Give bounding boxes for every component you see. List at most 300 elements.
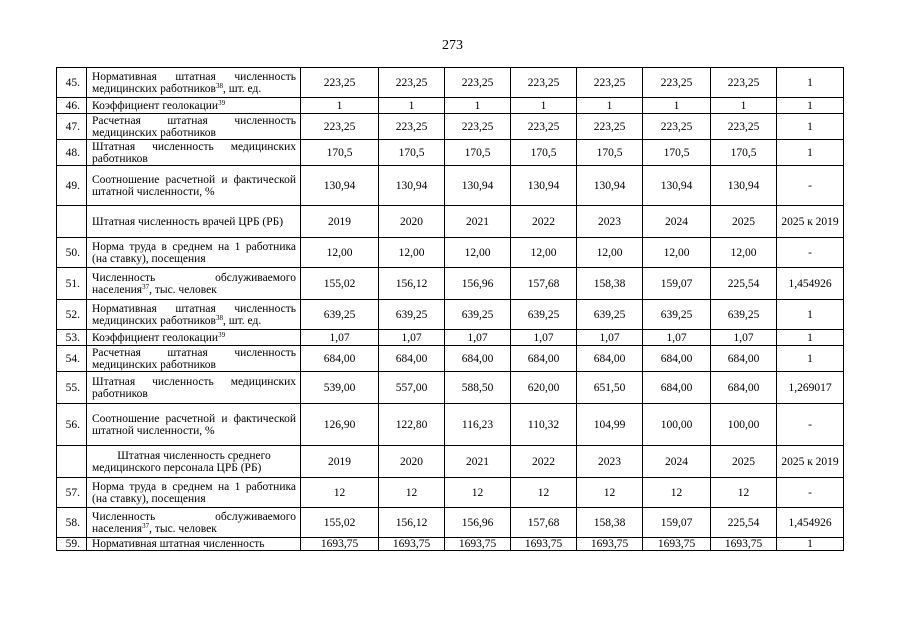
staffing-table — [56, 67, 844, 551]
year-value-cell — [511, 140, 577, 166]
year-value-cell-text: 1,07 — [666, 331, 687, 344]
year-value-cell — [643, 404, 711, 446]
year-value-cell-text: 170,5 — [326, 146, 353, 159]
year-value-cell-text: 1 — [474, 99, 481, 112]
year-value-cell — [301, 404, 379, 446]
year-value-cell-text: 130,94 — [527, 179, 560, 192]
year-value-cell-text: 684,00 — [660, 352, 693, 365]
row-number-cell — [57, 346, 87, 372]
year-value-cell — [511, 372, 577, 404]
year-value-cell-text: 1 — [673, 99, 680, 112]
year-value-cell-text: 12,00 — [464, 246, 491, 259]
year-value-cell — [301, 300, 379, 330]
year-header-cell-text: 2019 — [328, 215, 351, 228]
year-value-cell-text: 122,80 — [395, 418, 428, 431]
row-number-cell-text: 51. — [65, 277, 80, 290]
empty-number-cell — [57, 206, 87, 238]
ratio-value-cell — [777, 508, 844, 538]
year-value-cell-text: 1 — [606, 99, 613, 112]
year-value-cell-text: 684,00 — [727, 381, 760, 394]
year-value-cell-text: 12 — [537, 486, 550, 499]
year-value-cell-text: 12,00 — [398, 246, 425, 259]
year-value-cell — [711, 238, 777, 268]
indicator-label-cell-text: Численность обслуживаемого населения — [92, 271, 296, 296]
ratio-value-cell-text: - — [808, 486, 812, 499]
row-number-cell-text: 58. — [65, 516, 80, 529]
indicator-label-cell-text: Норма труда в среднем на 1 работника (на ставку), посещения — [92, 480, 296, 505]
section-title-cell-text: Штатная численность врачей ЦРБ (РБ) — [92, 215, 284, 228]
year-value-cell — [711, 538, 777, 551]
year-value-cell-text: 126,90 — [323, 418, 356, 431]
year-header-cell — [643, 446, 711, 478]
year-value-cell — [577, 238, 643, 268]
year-value-cell-text: 684,00 — [660, 381, 693, 394]
year-value-cell — [577, 114, 643, 140]
indicator-label-cell — [87, 478, 301, 508]
year-value-cell — [511, 404, 577, 446]
table-row — [57, 98, 844, 114]
year-value-cell-text: 170,5 — [464, 146, 491, 159]
year-header-cell-text: 2019 — [328, 455, 351, 468]
year-value-cell-text: 130,94 — [660, 179, 693, 192]
section-title-cell — [87, 206, 301, 238]
indicator-label-cell-text: Норма труда в среднем на 1 работника (на ставку), посещения — [92, 240, 296, 265]
year-value-cell — [643, 114, 711, 140]
row-number-cell-text: 47. — [65, 120, 80, 133]
year-value-cell-text: 170,5 — [730, 146, 757, 159]
section-title-cell-text: Штатная численность среднего медицинского персонала ЦРБ (РБ) — [92, 449, 271, 474]
year-value-cell-text: 651,50 — [593, 381, 626, 394]
year-value-cell-text: 684,00 — [727, 352, 760, 365]
year-value-cell — [643, 98, 711, 114]
ratio-value-cell-text: - — [808, 246, 812, 259]
section-title-cell — [87, 446, 301, 478]
year-value-cell — [301, 478, 379, 508]
label-suffix: , шт. ед. — [223, 82, 262, 95]
footnote-marker: 38 — [216, 313, 223, 322]
year-value-cell — [445, 140, 511, 166]
ratio-value-cell — [777, 140, 844, 166]
year-value-cell — [445, 404, 511, 446]
year-value-cell-text: 156,12 — [395, 277, 428, 290]
ratio-value-cell — [777, 404, 844, 446]
year-value-cell-text: 12,00 — [663, 246, 690, 259]
ratio-header-cell-text: 2025 к 2019 — [781, 455, 839, 468]
year-value-cell-text: 157,68 — [527, 516, 560, 529]
year-value-cell — [301, 538, 379, 551]
year-value-cell-text: 557,00 — [395, 381, 428, 394]
year-value-cell — [711, 508, 777, 538]
year-value-cell-text: 1693,75 — [590, 538, 629, 550]
year-value-cell — [511, 300, 577, 330]
page-number: 273 — [442, 38, 463, 53]
row-number-cell-text: 55. — [65, 381, 80, 394]
ratio-value-cell — [777, 98, 844, 114]
year-value-cell — [379, 114, 445, 140]
year-value-cell — [445, 166, 511, 206]
ratio-value-cell — [777, 166, 844, 206]
year-value-cell — [445, 346, 511, 372]
year-value-cell-text: 110,32 — [527, 418, 560, 431]
year-value-cell — [577, 98, 643, 114]
year-value-cell-text: 588,50 — [461, 381, 494, 394]
year-value-cell — [711, 140, 777, 166]
year-value-cell — [511, 238, 577, 268]
ratio-header-cell-text: 2025 к 2019 — [781, 215, 839, 228]
year-value-cell — [643, 140, 711, 166]
year-value-cell — [511, 346, 577, 372]
year-value-cell-text: 170,5 — [596, 146, 623, 159]
indicator-label-cell-text: Расчетная штатная численность медицинских работников — [92, 114, 296, 139]
year-header-cell-text: 2022 — [532, 455, 555, 468]
ratio-value-cell-text: 1,454926 — [788, 516, 832, 529]
year-value-cell-text: 223,25 — [395, 76, 428, 89]
year-header-cell-text: 2020 — [400, 455, 423, 468]
year-header-cell — [301, 206, 379, 238]
year-value-cell — [511, 330, 577, 346]
ratio-value-cell-text: 1 — [807, 76, 813, 89]
indicator-label-cell — [87, 98, 301, 114]
year-value-cell — [511, 508, 577, 538]
year-value-cell-text: 12,00 — [596, 246, 623, 259]
ratio-header-cell — [777, 206, 844, 238]
year-header-cell — [711, 206, 777, 238]
year-value-cell — [643, 538, 711, 551]
year-value-cell — [379, 166, 445, 206]
year-value-cell-text: 639,25 — [323, 308, 356, 321]
row-number-cell-text: 56. — [65, 418, 80, 431]
row-number-cell-text: 57. — [65, 486, 80, 499]
year-value-cell — [379, 538, 445, 551]
year-value-cell — [445, 68, 511, 98]
year-value-cell — [711, 98, 777, 114]
ratio-value-cell — [777, 114, 844, 140]
row-number-cell — [57, 538, 87, 551]
year-value-cell-text: 159,07 — [660, 516, 693, 529]
year-value-cell — [643, 478, 711, 508]
year-value-cell — [445, 478, 511, 508]
year-value-cell-text: 1,07 — [533, 331, 554, 344]
section-header-row — [57, 206, 844, 238]
year-value-cell — [643, 68, 711, 98]
ratio-value-cell — [777, 346, 844, 372]
year-value-cell-text: 1693,75 — [320, 538, 359, 550]
year-header-cell — [643, 206, 711, 238]
year-value-cell — [445, 238, 511, 268]
year-value-cell-text: 539,00 — [323, 381, 356, 394]
ratio-value-cell — [777, 478, 844, 508]
year-value-cell — [711, 300, 777, 330]
row-number-cell — [57, 98, 87, 114]
table-body — [57, 68, 844, 551]
year-value-cell-text: 12 — [405, 486, 418, 499]
year-value-cell-text: 170,5 — [398, 146, 425, 159]
year-value-cell-text: 1,07 — [467, 331, 488, 344]
year-value-cell-text: 1 — [336, 99, 343, 112]
year-value-cell — [643, 268, 711, 300]
year-value-cell — [711, 372, 777, 404]
year-value-cell — [379, 330, 445, 346]
indicator-label-cell — [87, 300, 301, 330]
year-value-cell — [379, 140, 445, 166]
ratio-value-cell — [777, 372, 844, 404]
label-suffix: , шт. ед. — [223, 314, 262, 327]
year-value-cell-text: 684,00 — [395, 352, 428, 365]
year-value-cell-text: 116,23 — [461, 418, 494, 431]
year-header-cell — [711, 446, 777, 478]
year-value-cell — [711, 330, 777, 346]
table-row — [57, 166, 844, 206]
year-value-cell — [643, 372, 711, 404]
year-value-cell — [577, 346, 643, 372]
year-value-cell-text: 12 — [603, 486, 616, 499]
year-value-cell — [445, 98, 511, 114]
year-value-cell — [379, 68, 445, 98]
indicator-label-cell — [87, 166, 301, 206]
ratio-value-cell-text: 1 — [807, 331, 813, 344]
year-value-cell-text: 12 — [471, 486, 484, 499]
year-value-cell — [577, 478, 643, 508]
year-value-cell-text: 130,94 — [727, 179, 760, 192]
year-value-cell-text: 639,25 — [395, 308, 428, 321]
table-row — [57, 478, 844, 508]
table-row — [57, 538, 844, 551]
year-value-cell — [511, 538, 577, 551]
year-header-cell — [301, 446, 379, 478]
year-value-cell-text: 156,96 — [461, 277, 494, 290]
section-header-row — [57, 446, 844, 478]
year-value-cell-text: 156,12 — [395, 516, 428, 529]
ratio-value-cell-text: 1 — [807, 308, 813, 321]
year-value-cell-text: 12 — [333, 486, 346, 499]
table-row — [57, 140, 844, 166]
table-row — [57, 68, 844, 98]
year-value-cell-text: 1,07 — [733, 331, 754, 344]
row-number-cell-text: 49. — [65, 179, 80, 192]
year-value-cell-text: 12,00 — [730, 246, 757, 259]
indicator-label-cell — [87, 404, 301, 446]
year-value-cell-text: 1 — [540, 99, 547, 112]
year-value-cell — [445, 508, 511, 538]
year-value-cell-text: 639,25 — [727, 308, 760, 321]
year-value-cell-text: 1693,75 — [392, 538, 431, 550]
year-value-cell — [379, 98, 445, 114]
year-value-cell-text: 155,02 — [323, 277, 356, 290]
year-value-cell — [445, 268, 511, 300]
year-value-cell — [711, 346, 777, 372]
year-value-cell-text: 639,25 — [660, 308, 693, 321]
ratio-value-cell-text: 1 — [807, 99, 813, 112]
year-header-cell-text: 2024 — [665, 215, 688, 228]
row-number-cell-text: 50. — [65, 246, 80, 259]
year-value-cell-text: 104,99 — [593, 418, 626, 431]
year-value-cell — [577, 140, 643, 166]
year-value-cell-text: 223,25 — [527, 76, 560, 89]
indicator-label-cell — [87, 68, 301, 98]
year-value-cell-text: 225,54 — [727, 516, 760, 529]
year-value-cell — [643, 330, 711, 346]
year-header-cell-text: 2021 — [466, 455, 489, 468]
year-value-cell — [379, 508, 445, 538]
year-header-cell-text: 2025 — [732, 215, 755, 228]
row-number-cell-text: 53. — [65, 331, 80, 344]
row-number-cell — [57, 508, 87, 538]
year-value-cell — [301, 166, 379, 206]
year-value-cell-text: 639,25 — [527, 308, 560, 321]
year-value-cell — [379, 238, 445, 268]
year-value-cell-text: 225,54 — [727, 277, 760, 290]
year-value-cell — [643, 346, 711, 372]
year-value-cell-text: 170,5 — [663, 146, 690, 159]
year-value-cell-text: 223,25 — [593, 120, 626, 133]
footnote-marker: 39 — [218, 98, 226, 107]
year-value-cell-text: 157,68 — [527, 277, 560, 290]
ratio-value-cell — [777, 268, 844, 300]
table-row — [57, 346, 844, 372]
year-value-cell-text: 684,00 — [593, 352, 626, 365]
year-value-cell-text: 223,25 — [527, 120, 560, 133]
year-value-cell-text: 155,02 — [323, 516, 356, 529]
row-number-cell — [57, 238, 87, 268]
year-value-cell — [379, 372, 445, 404]
year-value-cell — [379, 346, 445, 372]
year-value-cell-text: 223,25 — [395, 120, 428, 133]
year-value-cell-text: 12,00 — [326, 246, 353, 259]
year-value-cell-text: 100,00 — [660, 418, 693, 431]
year-value-cell-text: 684,00 — [461, 352, 494, 365]
year-value-cell-text: 1,07 — [599, 331, 620, 344]
indicator-label-cell — [87, 238, 301, 268]
indicator-label-cell — [87, 114, 301, 140]
ratio-value-cell-text: 1,269017 — [788, 381, 832, 394]
year-value-cell — [511, 98, 577, 114]
year-value-cell — [711, 404, 777, 446]
year-value-cell-text: 223,25 — [660, 120, 693, 133]
year-header-cell — [379, 446, 445, 478]
ratio-value-cell — [777, 538, 844, 551]
year-header-cell-text: 2021 — [466, 215, 489, 228]
year-value-cell-text: 620,00 — [527, 381, 560, 394]
year-value-cell-text: 223,25 — [323, 76, 356, 89]
year-header-cell-text: 2023 — [598, 455, 621, 468]
ratio-value-cell-text: 1 — [807, 120, 813, 133]
year-header-cell-text: 2024 — [665, 455, 688, 468]
year-value-cell-text: 684,00 — [323, 352, 356, 365]
label-suffix: , тыс. человек — [149, 283, 217, 296]
year-value-cell — [301, 114, 379, 140]
year-header-cell — [511, 206, 577, 238]
indicator-label-cell-text: Коэффициент геолокации — [92, 99, 219, 112]
indicator-label-cell-text: Нормативная штатная численность медицинских работников — [92, 70, 296, 95]
indicator-label-cell-text: Нормативная штатная численность — [92, 538, 265, 550]
year-value-cell — [301, 508, 379, 538]
year-value-cell — [301, 330, 379, 346]
year-value-cell-text: 1 — [408, 99, 415, 112]
indicator-label-cell — [87, 346, 301, 372]
ratio-value-cell-text: 1 — [807, 146, 813, 159]
year-header-cell — [577, 206, 643, 238]
year-value-cell — [511, 114, 577, 140]
year-value-cell-text: 12 — [737, 486, 750, 499]
year-value-cell-text: 12,00 — [530, 246, 557, 259]
row-number-cell — [57, 68, 87, 98]
year-header-cell-text: 2020 — [400, 215, 423, 228]
row-number-cell-text: 54. — [65, 352, 80, 365]
indicator-label-cell-text: Штатная численность медицинских работников — [92, 375, 296, 400]
indicator-label-cell — [87, 538, 301, 551]
label-suffix: , тыс. человек — [149, 522, 217, 535]
year-value-cell-text: 130,94 — [461, 179, 494, 192]
indicator-label-cell-text: Соотношение расчетной и фактической штатной численности, % — [92, 412, 296, 437]
table-row — [57, 114, 844, 140]
year-value-cell — [301, 268, 379, 300]
row-number-cell — [57, 268, 87, 300]
ratio-header-cell — [777, 446, 844, 478]
year-value-cell — [445, 300, 511, 330]
year-value-cell — [445, 330, 511, 346]
year-value-cell-text: 223,25 — [323, 120, 356, 133]
ratio-value-cell — [777, 68, 844, 98]
year-value-cell-text: 223,25 — [461, 120, 494, 133]
ratio-value-cell — [777, 330, 844, 346]
year-value-cell-text: 223,25 — [727, 120, 760, 133]
row-number-cell — [57, 166, 87, 206]
year-value-cell — [711, 268, 777, 300]
indicator-label-cell — [87, 330, 301, 346]
ratio-value-cell-text: 1 — [807, 352, 813, 365]
row-number-cell-text: 46. — [65, 99, 80, 112]
year-value-cell-text: 170,5 — [530, 146, 557, 159]
indicator-label-cell-text: Расчетная штатная численность медицинских работников — [92, 346, 296, 371]
ratio-value-cell — [777, 238, 844, 268]
year-value-cell-text: 12 — [670, 486, 683, 499]
year-value-cell-text: 130,94 — [395, 179, 428, 192]
year-value-cell — [577, 300, 643, 330]
ratio-value-cell-text: 1,454926 — [788, 277, 832, 290]
year-value-cell — [577, 538, 643, 551]
year-value-cell — [643, 508, 711, 538]
year-value-cell — [577, 508, 643, 538]
indicator-label-cell-text: Численность обслуживаемого населения — [92, 510, 296, 535]
year-value-cell-text: 100,00 — [727, 418, 760, 431]
year-value-cell-text: 158,38 — [593, 277, 626, 290]
ratio-value-cell — [777, 300, 844, 330]
row-number-cell-text: 52. — [65, 308, 80, 321]
year-value-cell-text: 1693,75 — [657, 538, 696, 550]
year-value-cell — [643, 238, 711, 268]
year-value-cell — [577, 330, 643, 346]
year-value-cell-text: 639,25 — [593, 308, 626, 321]
year-value-cell-text: 1693,75 — [458, 538, 497, 550]
empty-number-cell — [57, 446, 87, 478]
year-value-cell-text: 1693,75 — [724, 538, 763, 550]
indicator-label-cell — [87, 508, 301, 538]
year-value-cell — [577, 68, 643, 98]
row-number-cell — [57, 404, 87, 446]
year-header-cell-text: 2022 — [532, 215, 555, 228]
year-value-cell — [301, 346, 379, 372]
year-value-cell — [711, 68, 777, 98]
row-number-cell-text: 48. — [65, 146, 80, 159]
ratio-value-cell-text: - — [808, 179, 812, 192]
year-value-cell — [511, 68, 577, 98]
year-value-cell-text: 1,07 — [401, 331, 422, 344]
indicator-label-cell — [87, 372, 301, 404]
year-header-cell — [379, 206, 445, 238]
table-row — [57, 372, 844, 404]
year-value-cell-text: 130,94 — [323, 179, 356, 192]
year-value-cell — [711, 478, 777, 508]
